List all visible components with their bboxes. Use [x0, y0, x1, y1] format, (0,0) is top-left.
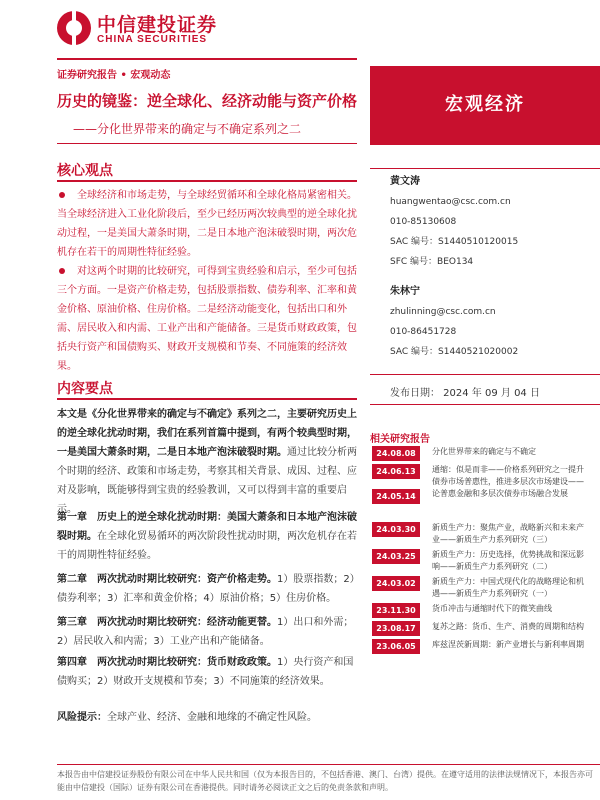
- sidebar-divider: [370, 374, 600, 375]
- analyst-name: 朱林宁: [390, 286, 420, 297]
- content-intro-bold: 本文是《分化世界带来的确定与不确定》系列之二，主要研究历史上的逆全球化扰动时期，我们在系列首篇中提到，有两个较典型时期，一是美国大萧条时期，二是日本地产泡沫破裂时期。: [57, 409, 357, 458]
- category-banner: [370, 66, 600, 145]
- risk-label: 风险提示：: [57, 712, 107, 723]
- analyst-phone: 010-86451728: [390, 327, 457, 337]
- analyst-card: [390, 282, 518, 362]
- analyst-card: [390, 172, 518, 272]
- brand-name-cn: 中信建投证券: [97, 14, 218, 36]
- title-divider: [57, 143, 357, 144]
- related-item[interactable]: [372, 639, 600, 654]
- chapter-desc: 1）股票指数；2）债券利率；3）汇率和黄金价格；4）原油价格；5）住房价格。: [57, 574, 355, 604]
- chapter-title: 第二章 两次扰动时期比较研究：资产价格走势。: [57, 574, 277, 585]
- content-intro-rest: 通过比较分析两个时期的经济、政策和市场走势，考察其相关背景、成因、过程、应对及影响，既能够得到宝贵的经验教训，又可以得到丰富的重要启示。: [57, 447, 357, 515]
- core-bullet-text: 全球经济和市场走势，与全球经贸循环和全球化格局紧密相关。当全球经济进入工业化阶段后，至少已经历两次较典型的逆全球化扰动过程，一是美国大萧条时期，二是日本地产泡沫破裂时期，两次危机存在若干的周期性特征经验。: [57, 190, 357, 258]
- related-text[interactable]: 库兹涅茨新周期：新产业增长与新利率周期: [432, 640, 584, 649]
- footer-divider: [57, 764, 600, 765]
- risk-warning: [57, 708, 357, 727]
- related-date: 24.03.25: [372, 549, 420, 564]
- logo-emblem-icon: [57, 11, 91, 45]
- chapter-desc: 在全球化贸易循环的两次阶段性扰动时期，两次危机存在若干的周期性特征经验。: [57, 531, 357, 561]
- analyst-name: 黄文涛: [390, 176, 420, 187]
- report-subtitle: ——分化世界带来的确定与不确定系列之二: [73, 122, 302, 136]
- bullet-icon: [59, 192, 65, 198]
- core-heading: 核心观点: [57, 163, 113, 179]
- sidebar-divider: [370, 168, 600, 169]
- content-heading: 内容要点: [57, 381, 113, 397]
- chapter-item: [57, 570, 357, 608]
- related-date: 24.06.13: [372, 464, 420, 479]
- analyst-phone: 010-85130608: [390, 217, 457, 227]
- analyst-email[interactable]: huangwentao@csc.com.cn: [390, 197, 511, 207]
- related-date: 23.06.05: [372, 639, 420, 654]
- analyst-sac: SAC 编号：S1440510120015: [390, 237, 519, 247]
- brand-name-en: CHINA SECURITIES: [97, 34, 208, 45]
- chapter-desc: 1）出口和外需；2）居民收入和内需；3）工业产出和产能储备。: [57, 617, 354, 647]
- related-item[interactable]: [372, 576, 600, 600]
- chapter-title: 第三章 两次扰动时期比较研究：经济动能更替。: [57, 617, 277, 628]
- related-date: 24.03.02: [372, 576, 420, 591]
- related-date: 23.11.30: [372, 603, 420, 618]
- related-text[interactable]: 分化世界带来的确定与不确定: [432, 447, 536, 456]
- core-heading-rule: [57, 180, 357, 182]
- analyst-sfc: SFC 编号：BEO134: [390, 257, 474, 267]
- footer-disclaimer: 本报告由中信建投证券股份有限公司在中华人民共和国（仅为本报告目的，不包括香港、澳门、台湾）提供。在遵守适用的法律法规情况下，本报告亦可能由中信建投（国际）证券有限公司在香港提供。同时请务必阅读正文之后的免责条款和声明。: [57, 770, 593, 792]
- related-text[interactable]: 新质生产力：聚焦产业，战略新兴和未来产业——新质生产力系列研究（三）: [432, 523, 584, 544]
- chapter-item: [57, 508, 357, 565]
- header-divider: [57, 58, 357, 60]
- related-item[interactable]: [372, 446, 600, 461]
- related-date: 24.05.14: [372, 489, 420, 504]
- chapter-title: 第一章 历史上的逆全球化扰动时期：美国大萧条和日本地产泡沫破裂时期。: [57, 512, 357, 542]
- core-bullet-text: 对这两个时期的比较研究，可得到宝贵经验和启示，至少可包括三个方面。一是资产价格走势，包括股票指数、债券利率、汇率和黄金价格、原油价格、住房价格。二是经济动能变化，包括出口和外需、居民收入和内需、工业产出和产能储备。三是货币财政政策，包括央行资产和国债购买、财政开支规模和节奏、不同施策的经济效果。: [57, 266, 357, 372]
- related-item[interactable]: [372, 522, 600, 546]
- content-intro: [57, 405, 357, 519]
- analyst-sac: SAC 编号：S1440521020002: [390, 347, 519, 357]
- chapter-item: [57, 613, 357, 651]
- report-title: 历史的镜鉴：逆全球化、经济动能与资产价格: [57, 92, 358, 110]
- related-text[interactable]: [432, 489, 590, 504]
- brand-logo: [57, 9, 217, 49]
- publish-date: 发布日期： 2024 年 09 月 04 日: [390, 388, 540, 399]
- core-bullet: [57, 262, 357, 376]
- related-item[interactable]: [372, 621, 600, 636]
- sidebar-divider: [370, 404, 600, 405]
- content-heading-rule: [57, 398, 357, 400]
- analyst-email[interactable]: zhulinning@csc.com.cn: [390, 307, 496, 317]
- related-text[interactable]: 新质生产力：历史选择，优势挑战和深远影响——新质生产力系列研究（二）: [432, 550, 584, 571]
- chapter-desc: 1）央行资产和国债购买；2）财政开支规模和节奏；3）不同施策的经济效果。: [57, 657, 354, 687]
- core-bullet: [57, 186, 357, 262]
- bullet-icon: [59, 268, 65, 274]
- related-heading: 相关研究报告: [370, 434, 430, 445]
- related-text[interactable]: 货币冲击与通缩时代下的微笑曲线: [432, 604, 552, 613]
- related-text[interactable]: 复苏之路：货币、生产、消费的周期和结构: [432, 622, 584, 631]
- related-text[interactable]: 新质生产力：中国式现代化的战略理论和机遇——新质生产力系列研究（一）: [432, 577, 584, 598]
- related-text[interactable]: 通缩：似是而非——价格系列研究之一提升债券市场普惠性，推进多层次市场建设——论普惠金融和多层次债券市场融合发展: [432, 465, 584, 498]
- chapter-item: [57, 653, 357, 691]
- related-item[interactable]: [372, 489, 600, 504]
- report-type: 证券研究报告 • 宏观动态: [57, 70, 171, 81]
- chapter-title: 第四章 两次扰动时期比较研究：货币财政政策。: [57, 657, 277, 668]
- category-banner-label: 宏观经济: [445, 94, 525, 115]
- related-item[interactable]: [372, 549, 600, 573]
- risk-text: 全球产业、经济、金融和地缘的不确定性风险。: [107, 712, 317, 723]
- related-date: 24.08.08: [372, 446, 420, 461]
- related-item[interactable]: [372, 603, 600, 618]
- related-list: [372, 446, 600, 657]
- related-date: 23.08.17: [372, 621, 420, 636]
- related-date: 24.03.30: [372, 522, 420, 537]
